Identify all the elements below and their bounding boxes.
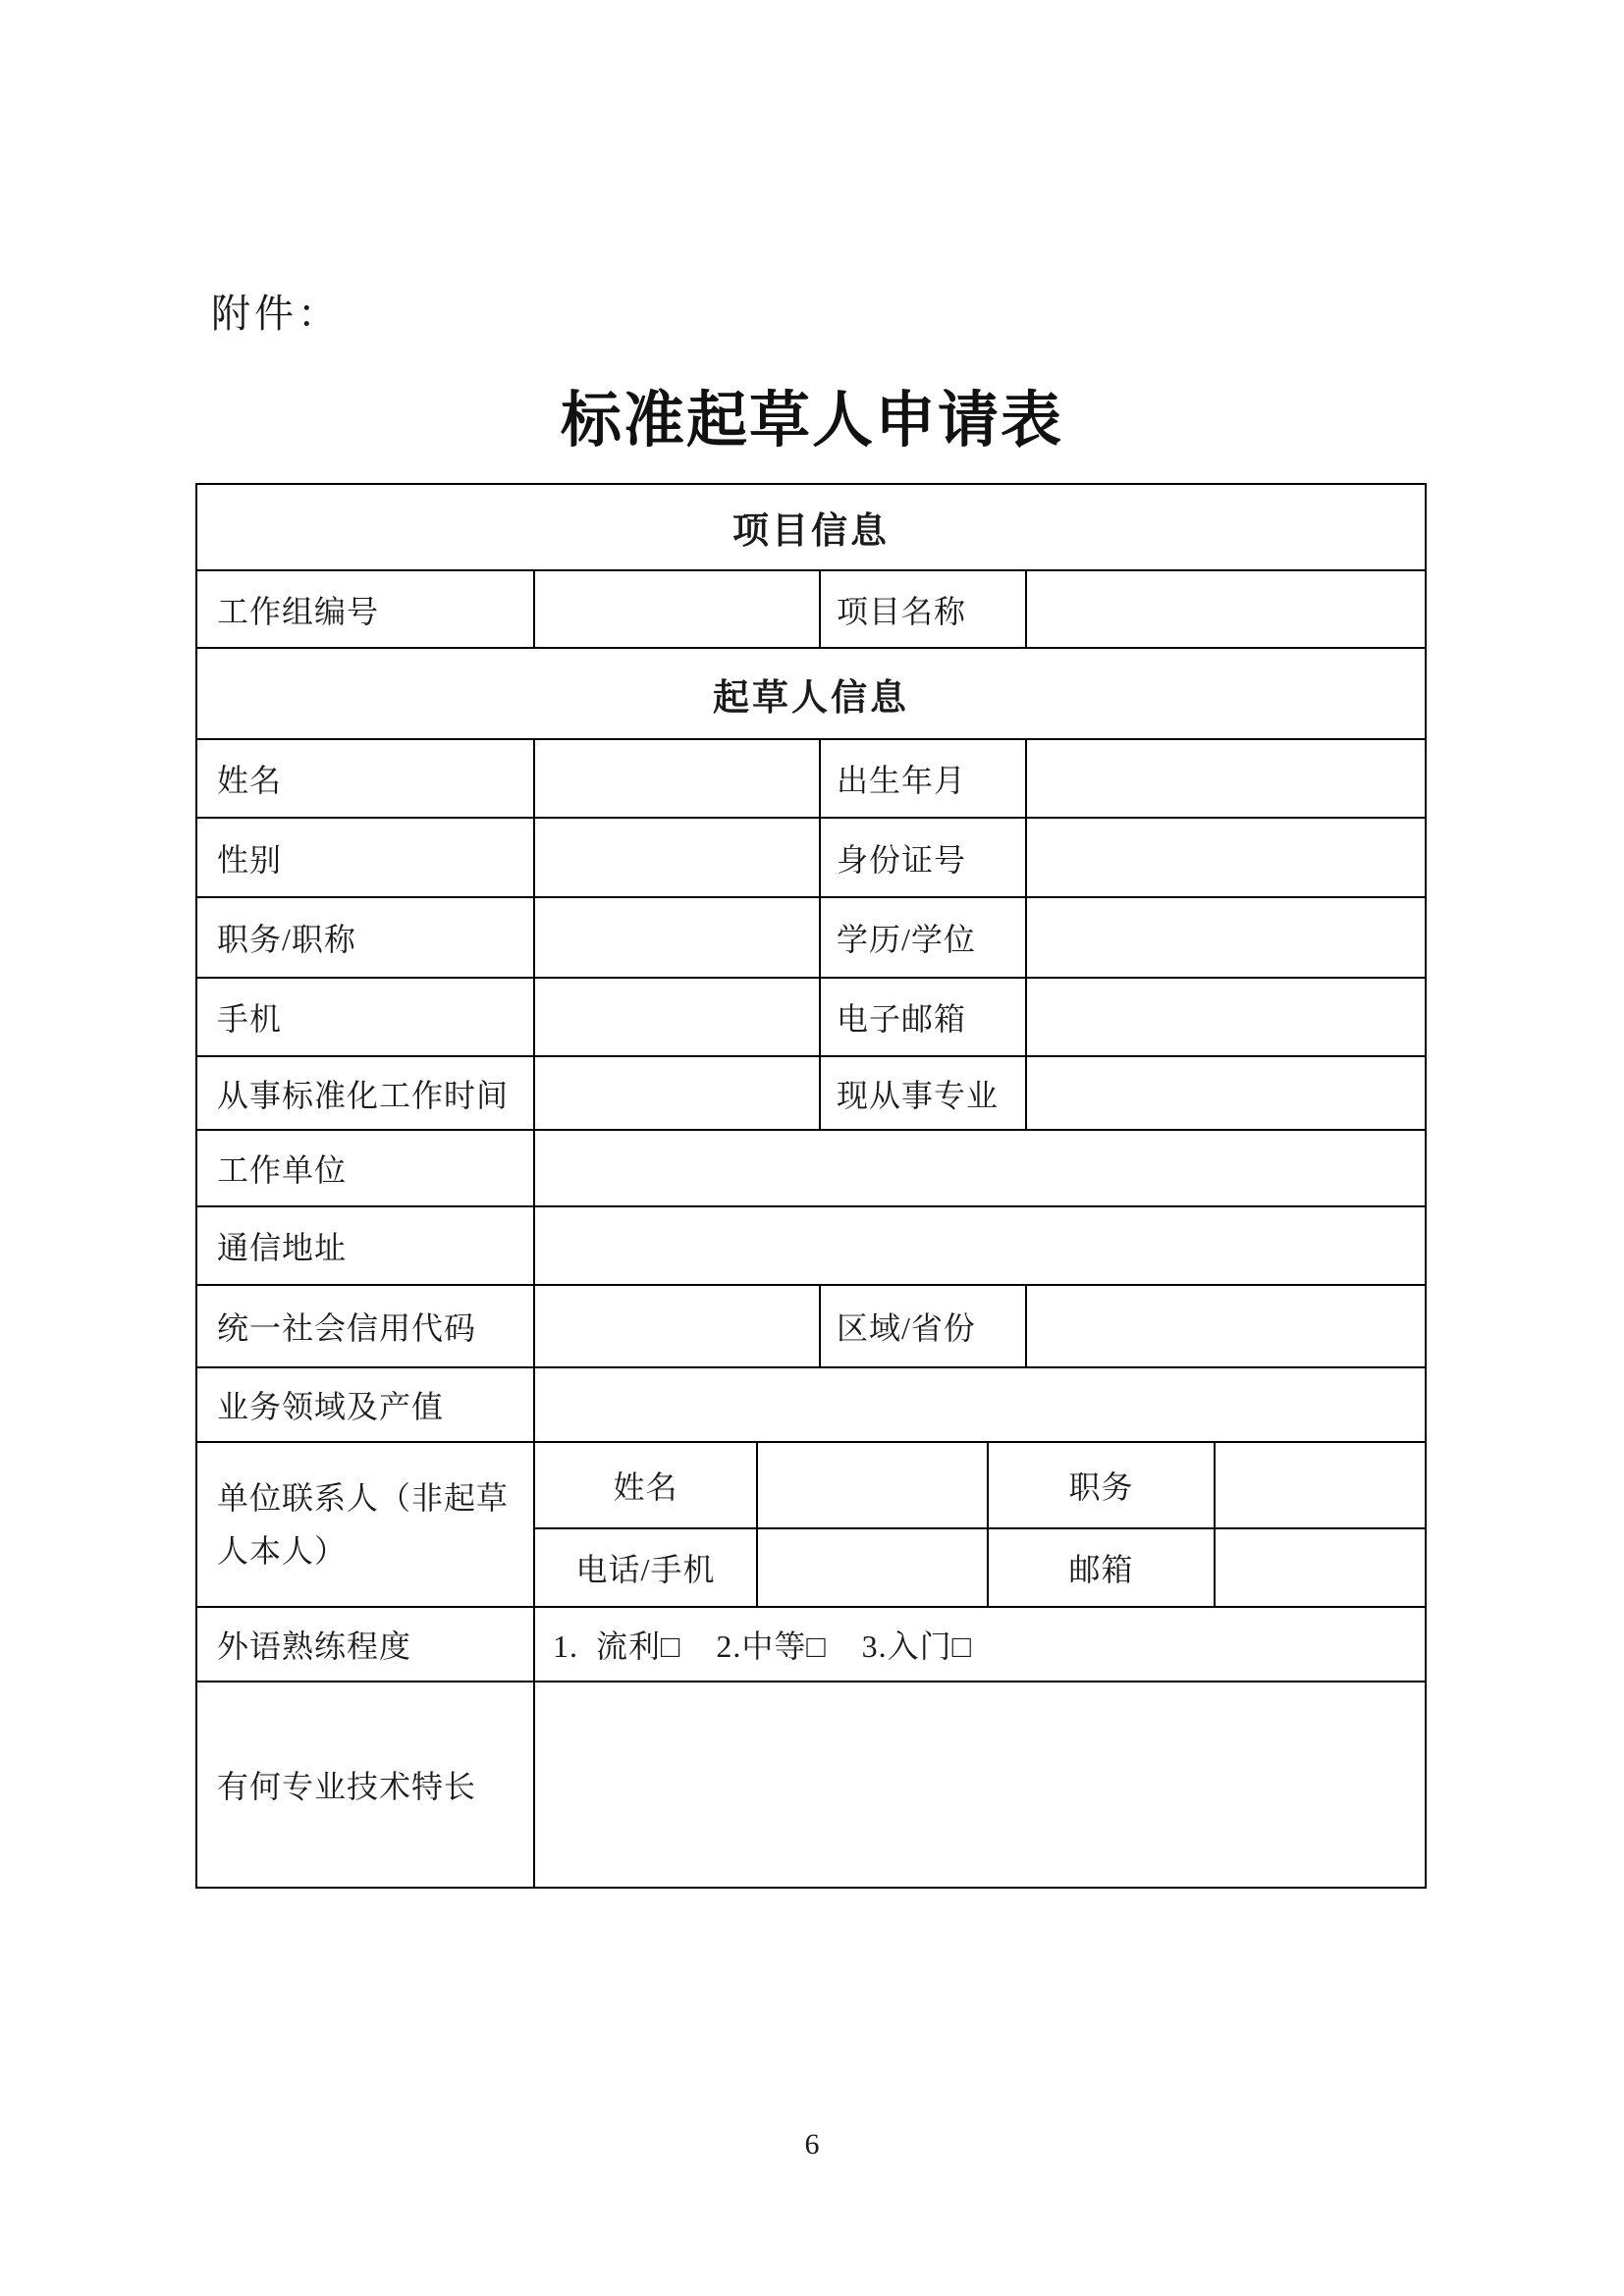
email-field (1027, 979, 1425, 1055)
contact-position-label: 职务 (989, 1443, 1216, 1527)
row-name-birth (197, 740, 1425, 819)
region-province-label: 区域/省份 (821, 1286, 1027, 1366)
work-unit-field (535, 1131, 1425, 1205)
id-number-label: 身份证号 (821, 819, 1027, 896)
row-specialty (197, 1682, 1425, 1887)
contact-name-field (758, 1443, 989, 1527)
foreign-language-options: 1. 流利□ 2.中等□ 3.入门□ (553, 1629, 972, 1664)
education-degree-field (1027, 898, 1425, 977)
row-stdtime-major (197, 1057, 1425, 1131)
page-number: 6 (804, 2128, 820, 2161)
specialty-field (535, 1682, 1425, 1887)
row-credit-region (197, 1286, 1425, 1368)
mailing-address-field (535, 1207, 1425, 1284)
specialty-label: 有何专业技术特长 (197, 1682, 535, 1887)
row-work-unit (197, 1131, 1425, 1207)
unit-contact-label: 单位联系人（非起草人本人） (197, 1443, 535, 1606)
gender-field (535, 819, 821, 896)
unit-contact-subtable (535, 1443, 1425, 1606)
current-major-label: 现从事专业 (821, 1057, 1027, 1129)
contact-phone-field (758, 1529, 989, 1606)
attachment-label: 附件： (211, 292, 341, 336)
standardization-time-field (535, 1057, 821, 1129)
row-mailing-address (197, 1207, 1425, 1286)
work-unit-label: 工作单位 (197, 1131, 535, 1205)
mailing-address-label: 通信地址 (197, 1207, 535, 1284)
section-header-project: 项目信息 (732, 510, 890, 551)
birth-date-field (1027, 740, 1425, 817)
position-title-field (535, 898, 821, 977)
row-unit-contact (197, 1443, 1425, 1608)
page-title: 标准起草人申请表 (560, 388, 1063, 454)
section-header-drafter: 起草人信息 (713, 676, 909, 718)
credit-code-field (535, 1286, 821, 1366)
id-number-field (1027, 819, 1425, 896)
contact-phone-label: 电话/手机 (535, 1529, 758, 1606)
contact-email-field (1216, 1529, 1425, 1606)
mobile-label: 手机 (197, 979, 535, 1055)
section-project-info (197, 485, 1425, 571)
mobile-field (535, 979, 821, 1055)
row-workgroup-project (197, 571, 1425, 649)
foreign-language-label: 外语熟练程度 (197, 1608, 535, 1681)
row-business-field (197, 1368, 1425, 1443)
business-field-field (535, 1368, 1425, 1441)
name-label: 姓名 (197, 740, 535, 817)
name-field (535, 740, 821, 817)
email-label: 电子邮箱 (821, 979, 1027, 1055)
business-field-label: 业务领域及产值 (197, 1368, 535, 1441)
birth-date-label: 出生年月 (821, 740, 1027, 817)
contact-name-label: 姓名 (535, 1443, 758, 1527)
application-form-table (195, 483, 1427, 1889)
section-drafter-info (197, 649, 1425, 740)
row-mobile-email (197, 979, 1425, 1057)
current-major-field (1027, 1057, 1425, 1129)
gender-label: 性别 (197, 819, 535, 896)
contact-subrow-phone-email (535, 1529, 1425, 1606)
project-name-label: 项目名称 (821, 571, 1027, 647)
credit-code-label: 统一社会信用代码 (197, 1286, 535, 1366)
row-gender-id (197, 819, 1425, 898)
contact-email-label: 邮箱 (989, 1529, 1216, 1606)
row-foreign-language (197, 1608, 1425, 1682)
workgroup-no-label: 工作组编号 (197, 571, 535, 647)
education-degree-label: 学历/学位 (821, 898, 1027, 977)
project-name-field (1027, 571, 1425, 647)
workgroup-no-field (535, 571, 821, 647)
row-position-education (197, 898, 1425, 979)
standardization-time-label: 从事标准化工作时间 (197, 1057, 535, 1129)
position-title-label: 职务/职称 (197, 898, 535, 977)
contact-position-field (1216, 1443, 1425, 1527)
region-province-field (1027, 1286, 1425, 1366)
contact-subrow-name-position (535, 1443, 1425, 1529)
